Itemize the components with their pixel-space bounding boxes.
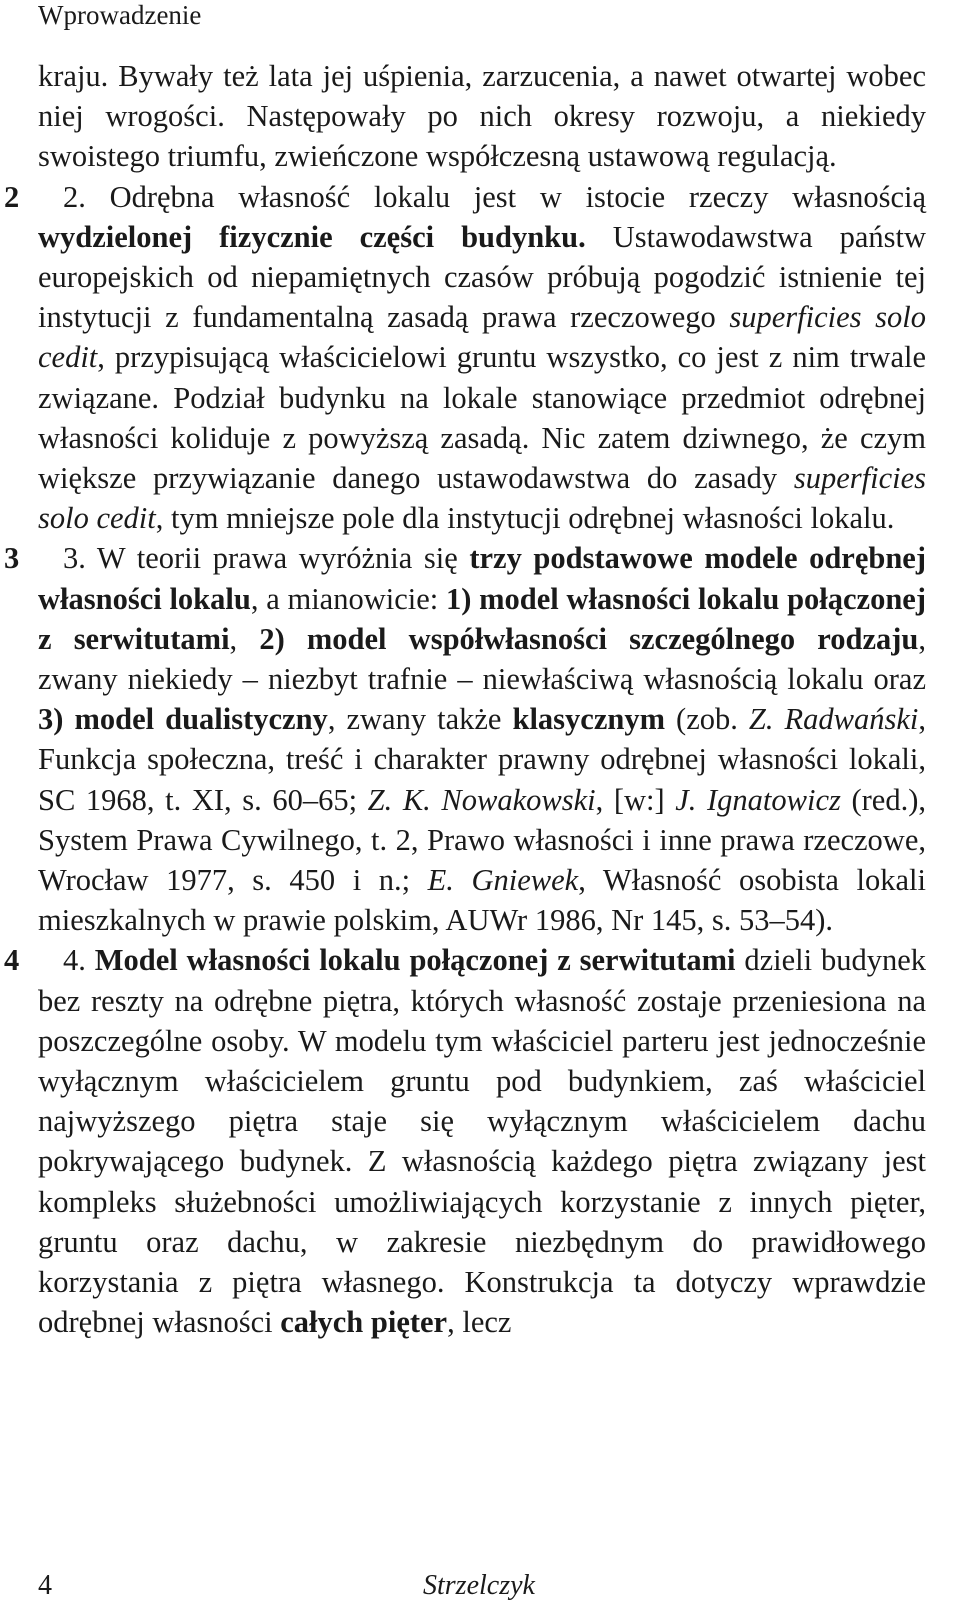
text-run: Ustawodawstwa państw europejskich od niepamiętnych czasów próbują pogodzić istnienie tej instytucji z fundamentalną zasadą prawa rzeczowego bbox=[38, 219, 927, 335]
text-run: 3. W teorii prawa wyróżnia się bbox=[63, 541, 470, 576]
text-run: , Własność osobista lokali mieszkalnych w prawie polskim, AUWr 1986, Nr 145, s. 53–54). bbox=[38, 863, 926, 938]
paragraph-continuation bbox=[38, 56, 926, 177]
italic-run: Z. Radwański bbox=[748, 702, 919, 737]
bold-run: Model własności lokalu połączonej z serwitutami bbox=[94, 943, 736, 978]
text-run: , zwany niekiedy – niezbyt trafnie – niewłaściwą własnością lokalu oraz bbox=[38, 621, 926, 697]
running-header: Wprowadzenie bbox=[38, 0, 202, 30]
bold-run: 1) model własności lokalu połączonej z serwitutami bbox=[38, 581, 926, 656]
text-run: 2. Odrębna własność lokalu jest w istocie rzeczy własnością bbox=[63, 179, 926, 214]
paragraph-4 bbox=[4, 940, 926, 1342]
text-run: , tym mniejsze pole dla instytucji odrębnej własności lokalu. bbox=[155, 501, 895, 536]
bold-run: 2) model współwłasności szczególnego rodzaju bbox=[259, 621, 919, 656]
text-run: , bbox=[229, 621, 260, 656]
text-run: , a mianowicie: bbox=[250, 581, 446, 616]
text-run: (red.), System Prawa Cywilnego, t. 2, Prawo własności i inne prawa rzeczowe, Wrocław 1977, s. 450 i n.; bbox=[38, 782, 926, 898]
italic-run: E. Gniewek bbox=[427, 863, 579, 898]
text-run: 4. bbox=[63, 943, 95, 978]
text-run: , przypisującą właścicielowi gruntu wszystko, co jest z nim trwale związane. Podział budynku na lokale stanowiące przedmiot odrębnej własności koliduje z powyższą zasadą. Nic zatem dziwnego, że czym większe przywiązanie danego ustawodawstwa do zasady bbox=[38, 340, 926, 496]
text-run: , Funkcja społeczna, treść i charakter prawny odrębnej własności lokali, SC 1968, t. XI, s. 60–65; bbox=[38, 702, 927, 817]
bold-run: klasycznym bbox=[512, 702, 665, 737]
bold-run: całych pięter bbox=[280, 1305, 448, 1340]
italic-run: superficies solo cedit bbox=[38, 461, 926, 536]
page-number: 4 bbox=[38, 1570, 52, 1601]
italic-run: J. Ignatowicz bbox=[675, 782, 841, 817]
bold-run: 3) model dualistyczny bbox=[38, 702, 328, 737]
italic-run: Z. K. Nowakowski bbox=[367, 782, 596, 817]
paragraph-3 bbox=[4, 538, 927, 940]
margin-number: 2 bbox=[4, 179, 20, 214]
paragraph-2 bbox=[4, 177, 927, 539]
text-run: dzieli budynek bez reszty na odrębne piętra, których własność zostaje przeniesiona na poszczególne osoby. W modelu tym właściciel parteru jest jednocześnie wyłącznym właścicielem gruntu pod budynkiem, zaś właściciel najwyższego piętra staje się wyłącznym właścicielem dachu pokrywającego budynek. Z własnością każdego piętra związany jest kompleks służebności umożliwiających korzystanie z innych pięter, gruntu oraz dachu, w zakresie niezbędnym do prawidłowego korzystania z piętra własnego. Konstrukcja ta dotyczy wprawdzie odrębnej własności bbox=[38, 943, 926, 1340]
text-run: , lecz bbox=[447, 1305, 512, 1340]
text-run: (zob. bbox=[665, 702, 749, 737]
italic-run: superficies solo cedit bbox=[38, 300, 926, 375]
bold-run: trzy podstawowe modele odrębnej własności lokalu bbox=[38, 541, 926, 616]
text-run: , zwany także bbox=[327, 702, 513, 737]
margin-number: 3 bbox=[4, 541, 20, 576]
body-text bbox=[4, 56, 927, 1343]
running-footer-author: Strzelczyk bbox=[423, 1570, 535, 1601]
text-run: kraju. Bywały też lata jej uśpienia, zarzucenia, a nawet otwartej wobec niej wrogości. Następowały po nich okresy rozwoju, a niekiedy swoistego triumfu, zwieńczone współczesną ustawową regulacją. bbox=[38, 59, 926, 174]
text-run: , [w:] bbox=[595, 782, 676, 817]
margin-number: 4 bbox=[4, 943, 20, 978]
bold-run: wydzielonej fizycznie części budynku. bbox=[38, 219, 586, 254]
